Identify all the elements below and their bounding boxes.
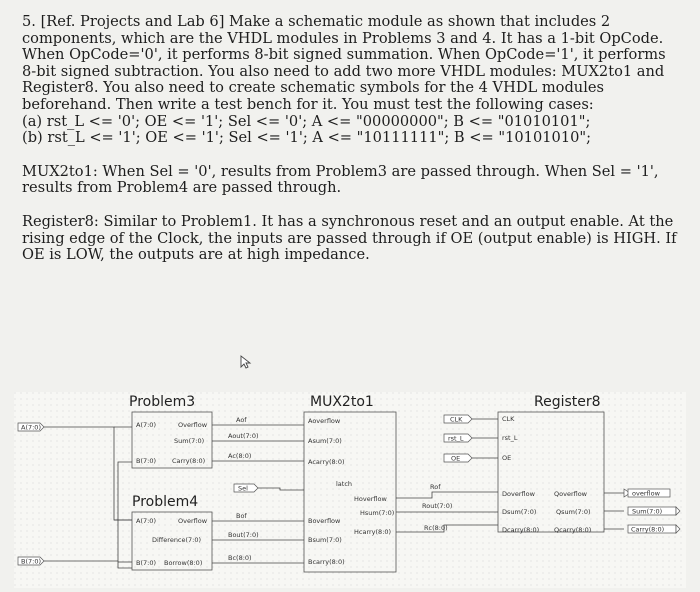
mux-pin-latch: latch [336, 480, 353, 488]
input-sel-marker[interactable] [234, 484, 258, 493]
mux-pin-hcarry: Hcarry(8:0) [354, 528, 392, 536]
mux-title: MUX2to1 [310, 394, 374, 410]
mux-pin-bsum: Bsum(7:0) [308, 536, 342, 544]
reg-pin-rst: rst_L [502, 434, 518, 442]
p4-pin-overflow: Overflow [178, 517, 208, 525]
reg-pin-qsum: Qsum(7:0) [556, 508, 591, 516]
net-aof: Aof [236, 416, 247, 424]
reg-pin-dsum: Dsum(7:0) [502, 508, 537, 516]
mux-pin-asum: Asum(7:0) [308, 437, 342, 445]
svg-text:rst_L: rst_L [448, 434, 464, 443]
svg-text:Sum(7:0): Sum(7:0) [632, 507, 663, 516]
text-line: beforehand. Then write a test bench for it. You must test the following cases: [22, 95, 594, 113]
text-line: 5. [Ref. Projects and Lab 6] Make a schematic module as shown that includes 2 [22, 13, 611, 30]
input-rst-marker[interactable] [444, 434, 472, 443]
text-line: When OpCode='0', it performs 8-bit signed summation. When OpCode='1', it performs [22, 46, 666, 64]
svg-text:B(7:0): B(7:0) [21, 557, 41, 566]
mouse-pointer-icon [240, 355, 252, 369]
text-line: 8-bit signed subtraction. You also need to add two more VHDL modules: MUX2to1 and [22, 62, 665, 80]
mux-pin-hsum: Hsum(7:0) [360, 509, 395, 517]
input-oe-marker[interactable] [444, 454, 472, 463]
text-line: Register8: Similar to Problem1. It has a synchronous reset and an output enable. At the [22, 212, 674, 230]
text-line: OE is LOW, the outputs are at high impedance. [22, 246, 370, 264]
p4-pin-difference: Difference(7:0) [152, 536, 202, 544]
net-bc: Bc(8:0) [228, 554, 252, 562]
svg-text:OE: OE [451, 454, 461, 463]
svg-text:Sel: Sel [238, 484, 248, 493]
net-aout: Aout(7:0) [228, 432, 259, 440]
p3-pin-overflow: Overflow [178, 421, 208, 429]
text-line: results from Problem4 are passed through. [22, 179, 342, 197]
net-rout: Rout(7:0) [422, 502, 453, 510]
p4-pin-borrow: Borrow(8:0) [164, 559, 203, 567]
problem4-title: Problem4 [132, 494, 199, 510]
text-line: MUX2to1: When Sel = '0', results from Problem3 are passed through. When Sel = '1', [22, 162, 659, 180]
mux-pin-bcarry: Bcarry(8:0) [308, 558, 345, 566]
svg-text:CLK: CLK [450, 415, 463, 424]
input-a-marker[interactable] [18, 423, 44, 432]
reg-pin-oe: OE [502, 454, 512, 462]
net-bof: Bof [236, 512, 247, 520]
mux-pin-hoverflow: Hoverflow [354, 495, 387, 503]
net-rof: Rof [430, 483, 441, 491]
p3-pin-carry: Carry(8:0) [172, 457, 206, 465]
output-sum-marker[interactable] [628, 507, 680, 516]
reg-pin-clk: CLK [502, 415, 515, 423]
problem-paragraph-1 [22, 14, 682, 147]
reg-pin-dcarry: Dcarry(8:0) [502, 526, 540, 534]
text-line: (a) rst_L <= '0'; OE <= '1'; Sel <= '0'; A <= "00000000"; B <= "01010101"; [22, 112, 591, 130]
input-b-marker[interactable] [18, 557, 44, 566]
output-overflow-marker[interactable] [624, 489, 670, 498]
reg-pin-qoverflow: Qoverflow [554, 490, 587, 498]
text-line: components, which are the VHDL modules in Problems 3 and 4. It has a 1-bit OpCode. [22, 29, 664, 47]
mux-pin-acarry: Acarry(8:0) [308, 458, 345, 466]
register-description [22, 214, 682, 264]
problem-statement [22, 14, 682, 264]
svg-text:overflow: overflow [632, 489, 660, 498]
svg-text:A(7:0): A(7:0) [21, 423, 41, 432]
p3-pin-sum: Sum(7:0) [174, 437, 205, 445]
p4-pin-b: B(7:0) [136, 559, 156, 567]
mux-pin-aoverflow: Aoverflow [308, 417, 341, 425]
text-line: (b) rst_L <= '1'; OE <= '1'; Sel <= '1'; A <= "10111111"; B <= "10101010"; [22, 129, 592, 147]
reg-pin-doverflow: Doverflow [502, 490, 535, 498]
mux-pin-boverflow: Boverflow [308, 517, 341, 525]
p3-pin-a: A(7:0) [136, 421, 156, 429]
mux-description [22, 164, 682, 197]
net-rc: Rc(8:0) [424, 524, 448, 532]
schematic-diagram [14, 392, 686, 588]
p3-pin-b: B(7:0) [136, 457, 156, 465]
problem3-title: Problem3 [129, 394, 196, 410]
reg-pin-qcarry: Qcarry(8:0) [554, 526, 592, 534]
net-bout: Bout(7:0) [228, 531, 259, 539]
input-clk-marker[interactable] [444, 415, 472, 424]
p4-pin-a: A(7:0) [136, 517, 156, 525]
output-carry-marker[interactable] [628, 525, 680, 534]
text-line: Register8. You also need to create schematic symbols for the 4 VHDL modules [22, 79, 605, 97]
register-title: Register8 [534, 394, 601, 410]
svg-text:Carry(8:0): Carry(8:0) [631, 525, 665, 534]
text-line: rising edge of the Clock, the inputs are passed through if OE (output enable) is HIGH. If [22, 229, 677, 247]
net-ac: Ac(8:0) [228, 452, 252, 460]
